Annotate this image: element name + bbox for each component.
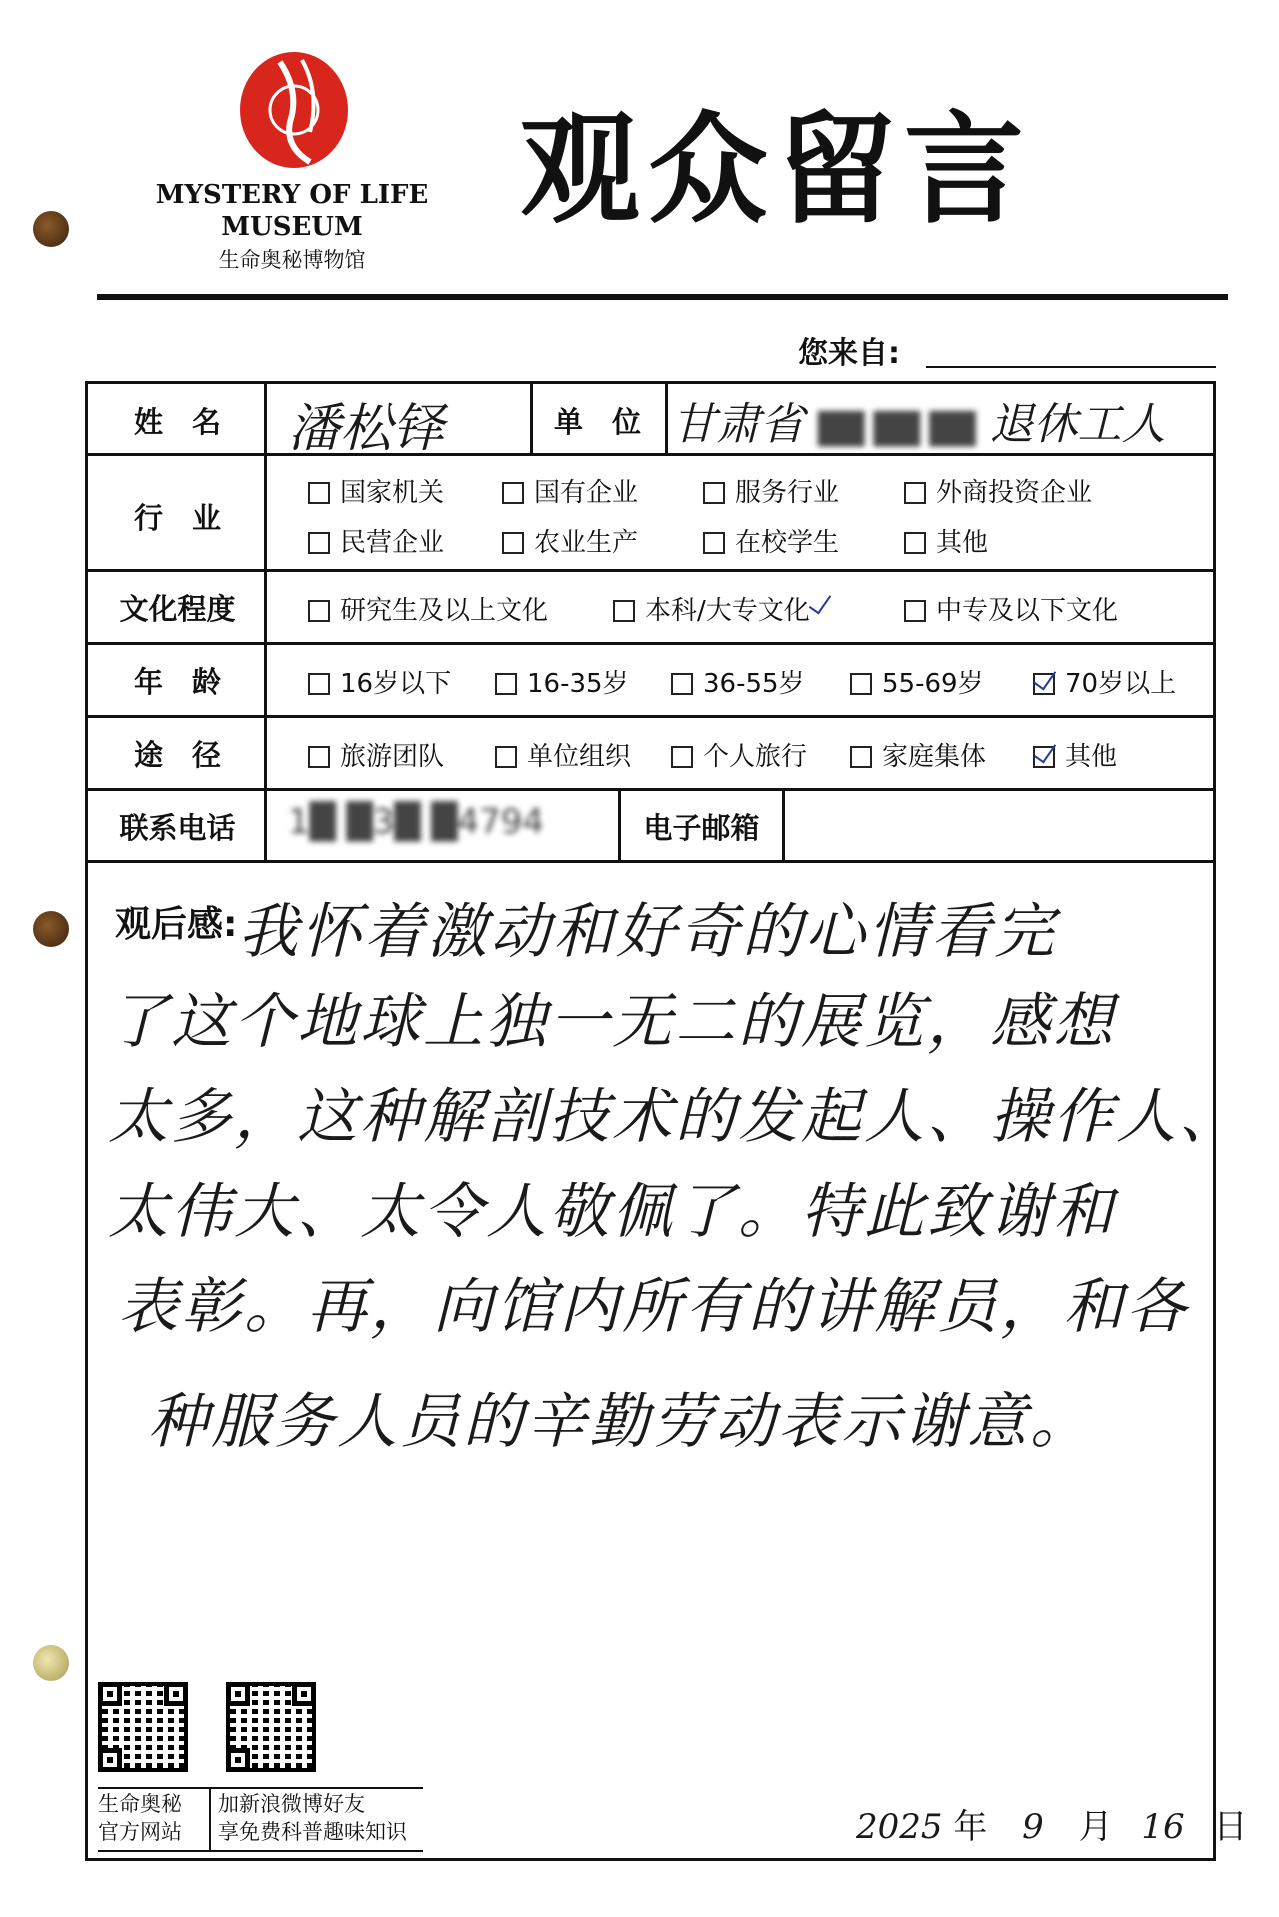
caption-line: 享免费科普趣味知识 [218, 1820, 407, 1844]
option-label: 国有企业 [534, 478, 639, 508]
industry-option[interactable] [502, 472, 638, 509]
checkbox[interactable] [308, 673, 330, 695]
checkbox[interactable] [904, 600, 926, 622]
qr-code-website[interactable] [98, 1682, 188, 1772]
comment-line: 表彰。再，向馆内所有的讲解员，和各 [118, 1272, 1189, 1342]
phone-field[interactable]: 1█ █3█ █4794 [288, 802, 544, 842]
date-day: 16 [1141, 1807, 1185, 1847]
checkbox[interactable] [308, 482, 330, 504]
industry-option[interactable] [308, 472, 444, 509]
day-label: 日 [1213, 1807, 1248, 1847]
industry-option[interactable] [502, 522, 638, 559]
channel-option[interactable] [308, 736, 444, 773]
channel-option[interactable] [495, 736, 631, 773]
checkbox-checked[interactable] [1033, 746, 1055, 768]
checkbox[interactable] [502, 532, 524, 554]
education-option-checked[interactable] [613, 590, 830, 627]
channel-option[interactable] [850, 736, 986, 773]
comment-line: 太伟大、太令人敬佩了。特此致谢和 [108, 1177, 1116, 1247]
industry-option[interactable] [308, 522, 444, 559]
unit-field[interactable] [672, 388, 1166, 452]
industry-label: 行 业 [133, 501, 221, 535]
education-label: 文化程度 [119, 592, 236, 626]
checkbox[interactable] [495, 746, 517, 768]
option-label: 外商投资企业 [936, 478, 1093, 508]
option-label: 服务行业 [735, 478, 840, 508]
comment-field[interactable] [88, 864, 1242, 1504]
phone-label: 联系电话 [119, 811, 236, 845]
option-label: 本科/大专文化 [645, 596, 810, 626]
checkbox[interactable] [703, 532, 725, 554]
option-label: 55-69岁 [882, 669, 984, 699]
option-label: 农业生产 [534, 528, 639, 558]
divider [97, 294, 1228, 300]
checkbox[interactable] [671, 746, 693, 768]
date-year: 2025 [856, 1807, 943, 1847]
industry-option[interactable] [904, 522, 988, 559]
option-label: 个人旅行 [703, 742, 808, 772]
binder-hole [33, 211, 69, 247]
comment-line: 我怀着激动和好奇的心情看完 [238, 897, 1057, 967]
caption-line: 官方网站 [98, 1820, 182, 1844]
caption-line: 加新浪微博好友 [218, 1792, 365, 1816]
month-label: 月 [1078, 1807, 1113, 1847]
education-option[interactable] [904, 590, 1118, 627]
option-label: 16岁以下 [340, 669, 452, 699]
comment-label: 观后感: [115, 904, 238, 945]
from-field[interactable] [926, 366, 1216, 368]
option-label: 在校学生 [735, 528, 840, 558]
comment-line: 种服务人员的辛勤劳动表示谢意。 [148, 1387, 1093, 1457]
qr-website-caption [98, 1790, 182, 1846]
age-option[interactable] [495, 663, 629, 700]
unit-value-start: 甘肃省 [672, 399, 804, 450]
unit-value-redacted: ██ ██ ██ [818, 412, 976, 447]
checkbox[interactable] [502, 482, 524, 504]
comment-line: 了这个地球上独一无二的展览，感想 [108, 987, 1116, 1057]
qr-weibo-caption [218, 1790, 407, 1846]
age-option-checked[interactable] [1033, 663, 1176, 700]
feedback-form [85, 381, 1248, 1861]
checkbox[interactable] [850, 746, 872, 768]
option-label: 其他 [1065, 742, 1118, 772]
education-option[interactable] [308, 590, 548, 627]
checkbox[interactable] [613, 600, 635, 622]
name-label: 姓 名 [133, 405, 221, 439]
checkbox[interactable] [495, 673, 517, 695]
channel-option-checked[interactable] [1033, 736, 1117, 773]
logo-text-cn: 生命奥秘博物馆 [218, 248, 366, 272]
logo-text-en: MYSTERY OF LIFE [155, 180, 429, 210]
age-option[interactable] [308, 663, 451, 700]
year-label: 年 [953, 1807, 988, 1847]
binder-hole [33, 911, 69, 947]
age-option[interactable] [850, 663, 984, 700]
channel-label: 途 径 [133, 738, 221, 772]
page-title: 观众留言 [520, 101, 1032, 240]
checkbox[interactable] [308, 532, 330, 554]
checkbox-checked[interactable] [1033, 673, 1055, 695]
industry-option[interactable] [703, 472, 839, 509]
unit-label: 单 位 [553, 405, 641, 439]
checkbox[interactable] [671, 673, 693, 695]
industry-option[interactable] [904, 472, 1092, 509]
option-label: 民营企业 [340, 528, 445, 558]
option-label: 研究生及以上文化 [340, 596, 549, 626]
checkbox[interactable] [308, 600, 330, 622]
industry-option[interactable] [703, 522, 839, 559]
checkbox[interactable] [904, 482, 926, 504]
option-label: 36-55岁 [703, 669, 805, 699]
checkbox[interactable] [850, 673, 872, 695]
option-label: 其他 [936, 528, 989, 558]
museum-logo [240, 52, 348, 168]
name-field[interactable]: 潘松铎 [288, 399, 445, 459]
logo-text-en: MUSEUM [221, 212, 363, 242]
from-label: 您来自: [798, 336, 900, 371]
email-field[interactable] [785, 791, 1213, 860]
unit-value-end: 退休工人 [989, 399, 1166, 450]
option-label: 单位组织 [527, 742, 632, 772]
caption-line: 生命奥秘 [98, 1792, 182, 1816]
age-label: 年 龄 [133, 665, 221, 699]
qr-code-weibo[interactable] [226, 1682, 316, 1772]
checkbox[interactable] [308, 746, 330, 768]
option-label: 旅游团队 [340, 742, 445, 772]
option-label: 中专及以下文化 [936, 596, 1119, 626]
checkbox[interactable] [904, 532, 926, 554]
option-label: 国家机关 [340, 478, 445, 508]
checkbox[interactable] [703, 482, 725, 504]
check-mark-icon [810, 599, 830, 619]
date-month: 9 [1022, 1807, 1044, 1847]
option-label: 70岁以上 [1065, 669, 1177, 699]
binder-hole [33, 1645, 69, 1681]
email-label: 电子邮箱 [643, 811, 760, 845]
option-label: 家庭集体 [882, 742, 987, 772]
option-label: 16-35岁 [527, 669, 629, 699]
comment-line: 太多，这种解剖技术的发起人、操作人、 [108, 1082, 1242, 1152]
date-field[interactable] [856, 1799, 1248, 1848]
age-option[interactable] [671, 663, 805, 700]
channel-option[interactable] [671, 736, 807, 773]
